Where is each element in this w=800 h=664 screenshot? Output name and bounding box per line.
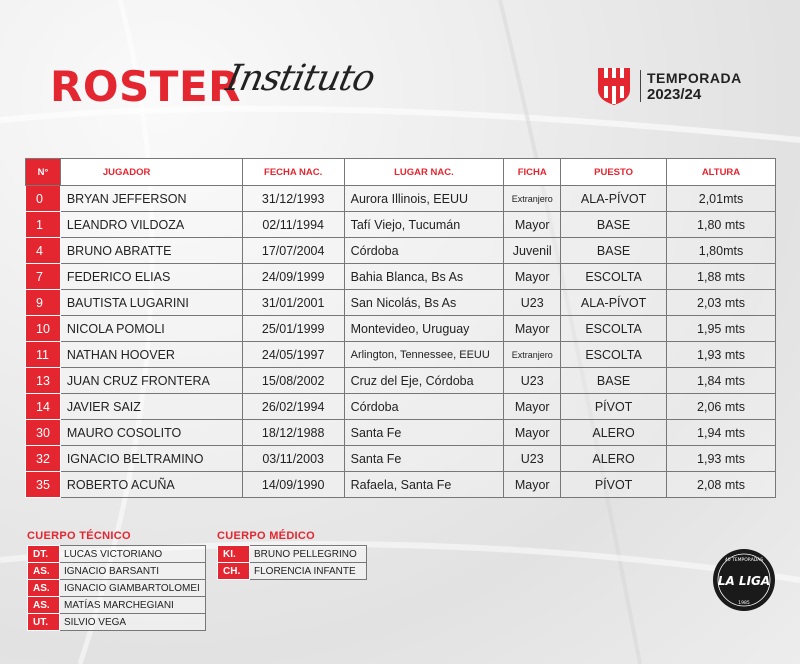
- staff-role: KI.: [218, 546, 250, 563]
- instituto-badge-icon: [596, 66, 632, 106]
- player-height: 1,80mts: [666, 238, 775, 264]
- player-ficha: Extranjero: [504, 342, 561, 368]
- cuerpo-medico-table: [217, 545, 367, 580]
- table-row: [26, 368, 776, 394]
- player-height: 1,93 mts: [666, 446, 775, 472]
- player-position: ALERO: [561, 446, 667, 472]
- player-birthplace: San Nicolás, Bs As: [344, 290, 504, 316]
- staff-role: DT.: [28, 546, 60, 563]
- player-number: 11: [26, 342, 61, 368]
- player-birthplace: Aurora Illinois, EEUU: [344, 186, 504, 212]
- table-row: [26, 472, 776, 498]
- staff-row: [218, 546, 367, 563]
- player-name: NICOLA POMOLI: [60, 316, 242, 342]
- player-birthdate: 24/05/1997: [242, 342, 344, 368]
- player-birthdate: 26/02/1994: [242, 394, 344, 420]
- player-height: 1,80 mts: [666, 212, 775, 238]
- staff-role: AS.: [28, 580, 60, 597]
- player-birthplace: Cruz del Eje, Córdoba: [344, 368, 504, 394]
- staff-name: LUCAS VICTORIANO: [60, 546, 206, 563]
- player-height: 1,84 mts: [666, 368, 775, 394]
- column-header-ficha: FICHA: [504, 159, 561, 186]
- player-name: BRUNO ABRATTE: [60, 238, 242, 264]
- player-number: 32: [26, 446, 61, 472]
- column-header-birthdate: FECHA NAC.: [242, 159, 344, 186]
- staff-row: [28, 563, 206, 580]
- player-position: BASE: [561, 238, 667, 264]
- staff-name: SILVIO VEGA: [60, 614, 206, 631]
- player-birthdate: 15/08/2002: [242, 368, 344, 394]
- player-birthdate: 25/01/1999: [242, 316, 344, 342]
- player-birthplace: Rafaela, Santa Fe: [344, 472, 504, 498]
- player-birthdate: 24/09/1999: [242, 264, 344, 290]
- player-number: 35: [26, 472, 61, 498]
- player-height: 2,08 mts: [666, 472, 775, 498]
- cuerpo-medico-title: CUERPO MÉDICO: [217, 530, 316, 542]
- player-birthplace: Santa Fe: [344, 420, 504, 446]
- player-ficha: Mayor: [504, 472, 561, 498]
- player-name: BAUTISTA LUGARINI: [60, 290, 242, 316]
- season-label: TEMPORADA: [647, 70, 742, 86]
- player-name: ROBERTO ACUÑA: [60, 472, 242, 498]
- player-position: BASE: [561, 212, 667, 238]
- player-name: BRYAN JEFFERSON: [60, 186, 242, 212]
- player-birthdate: 31/01/2001: [242, 290, 344, 316]
- table-row: [26, 290, 776, 316]
- player-number: 7: [26, 264, 61, 290]
- cuerpo-tecnico-title: CUERPO TÉCNICO: [27, 530, 131, 542]
- player-name: LEANDRO VILDOZA: [60, 212, 242, 238]
- table-row: [26, 394, 776, 420]
- cuerpo-tecnico-table: [27, 545, 206, 631]
- roster-header-row: [26, 159, 776, 186]
- player-position: ESCOLTA: [561, 316, 667, 342]
- player-birthplace: Tafí Viejo, Tucumán: [344, 212, 504, 238]
- table-row: [26, 446, 776, 472]
- player-position: ESCOLTA: [561, 342, 667, 368]
- season-divider: [640, 70, 641, 102]
- staff-row: [28, 614, 206, 631]
- staff-name: BRUNO PELLEGRINO: [250, 546, 367, 563]
- player-height: 1,88 mts: [666, 264, 775, 290]
- player-ficha: U23: [504, 446, 561, 472]
- player-ficha: Juvenil: [504, 238, 561, 264]
- player-name: JUAN CRUZ FRONTERA: [60, 368, 242, 394]
- la-liga-year: 1985: [738, 601, 750, 606]
- staff-role: CH.: [218, 563, 250, 580]
- staff-role: AS.: [28, 563, 60, 580]
- player-name: NATHAN HOOVER: [60, 342, 242, 368]
- column-header-player: JUGADOR: [60, 159, 242, 186]
- season-year: 2023/24: [647, 86, 702, 103]
- player-height: 1,94 mts: [666, 420, 775, 446]
- player-height: 2,01mts: [666, 186, 775, 212]
- table-row: [26, 264, 776, 290]
- player-position: ALERO: [561, 420, 667, 446]
- la-liga-logo: [712, 548, 776, 612]
- player-number: 13: [26, 368, 61, 394]
- table-row: [26, 342, 776, 368]
- column-header-position: PUESTO: [561, 159, 667, 186]
- player-birthdate: 03/11/2003: [242, 446, 344, 472]
- player-number: 4: [26, 238, 61, 264]
- roster-table: [25, 158, 776, 498]
- player-position: ALA-PÍVOT: [561, 186, 667, 212]
- player-ficha: U23: [504, 290, 561, 316]
- player-height: 2,03 mts: [666, 290, 775, 316]
- player-ficha: Mayor: [504, 316, 561, 342]
- player-ficha: Mayor: [504, 212, 561, 238]
- table-row: [26, 186, 776, 212]
- staff-row: [28, 546, 206, 563]
- club-script-title: Instituto: [222, 58, 379, 99]
- player-birthplace: Santa Fe: [344, 446, 504, 472]
- player-number: 30: [26, 420, 61, 446]
- staff-name: IGNACIO BARSANTI: [60, 563, 206, 580]
- staff-role: UT.: [28, 614, 60, 631]
- staff-row: [28, 580, 206, 597]
- player-birthdate: 17/07/2004: [242, 238, 344, 264]
- staff-row: [218, 563, 367, 580]
- player-height: 1,93 mts: [666, 342, 775, 368]
- la-liga-ring-text: 40 TEMPORADAS: [724, 558, 764, 563]
- column-header-height: ALTURA: [666, 159, 775, 186]
- player-birthplace: Arlington, Tennessee, EEUU: [344, 342, 504, 368]
- player-position: PÍVOT: [561, 472, 667, 498]
- player-position: PÍVOT: [561, 394, 667, 420]
- player-birthplace: Bahia Blanca, Bs As: [344, 264, 504, 290]
- player-ficha: U23: [504, 368, 561, 394]
- player-ficha: Extranjero: [504, 186, 561, 212]
- player-number: 14: [26, 394, 61, 420]
- player-birthplace: Córdoba: [344, 238, 504, 264]
- player-birthplace: Montevideo, Uruguay: [344, 316, 504, 342]
- player-ficha: Mayor: [504, 394, 561, 420]
- player-name: JAVIER SAIZ: [60, 394, 242, 420]
- la-liga-text: LA LIGA: [717, 574, 771, 588]
- player-birthdate: 18/12/1988: [242, 420, 344, 446]
- player-number: 9: [26, 290, 61, 316]
- staff-role: AS.: [28, 597, 60, 614]
- player-position: ALA-PÍVOT: [561, 290, 667, 316]
- player-name: FEDERICO ELIAS: [60, 264, 242, 290]
- player-position: BASE: [561, 368, 667, 394]
- player-number: 0: [26, 186, 61, 212]
- table-row: [26, 212, 776, 238]
- player-birthplace: Córdoba: [344, 394, 504, 420]
- player-name: IGNACIO BELTRAMINO: [60, 446, 242, 472]
- table-row: [26, 316, 776, 342]
- staff-name: MATÍAS MARCHEGIANI: [60, 597, 206, 614]
- table-row: [26, 420, 776, 446]
- player-height: 1,95 mts: [666, 316, 775, 342]
- player-birthdate: 14/09/1990: [242, 472, 344, 498]
- staff-row: [28, 597, 206, 614]
- staff-name: IGNACIO GIAMBARTOLOMEI: [60, 580, 206, 597]
- player-name: MAURO COSOLITO: [60, 420, 242, 446]
- player-number: 1: [26, 212, 61, 238]
- player-ficha: Mayor: [504, 264, 561, 290]
- player-birthdate: 02/11/1994: [242, 212, 344, 238]
- table-row: [26, 238, 776, 264]
- column-header-birthplace: LUGAR NAC.: [344, 159, 504, 186]
- player-height: 2,06 mts: [666, 394, 775, 420]
- player-position: ESCOLTA: [561, 264, 667, 290]
- staff-name: FLORENCIA INFANTE: [250, 563, 367, 580]
- player-number: 10: [26, 316, 61, 342]
- page-title: ROSTER: [50, 62, 241, 111]
- player-birthdate: 31/12/1993: [242, 186, 344, 212]
- column-header-number: N°: [26, 159, 61, 186]
- player-ficha: Mayor: [504, 420, 561, 446]
